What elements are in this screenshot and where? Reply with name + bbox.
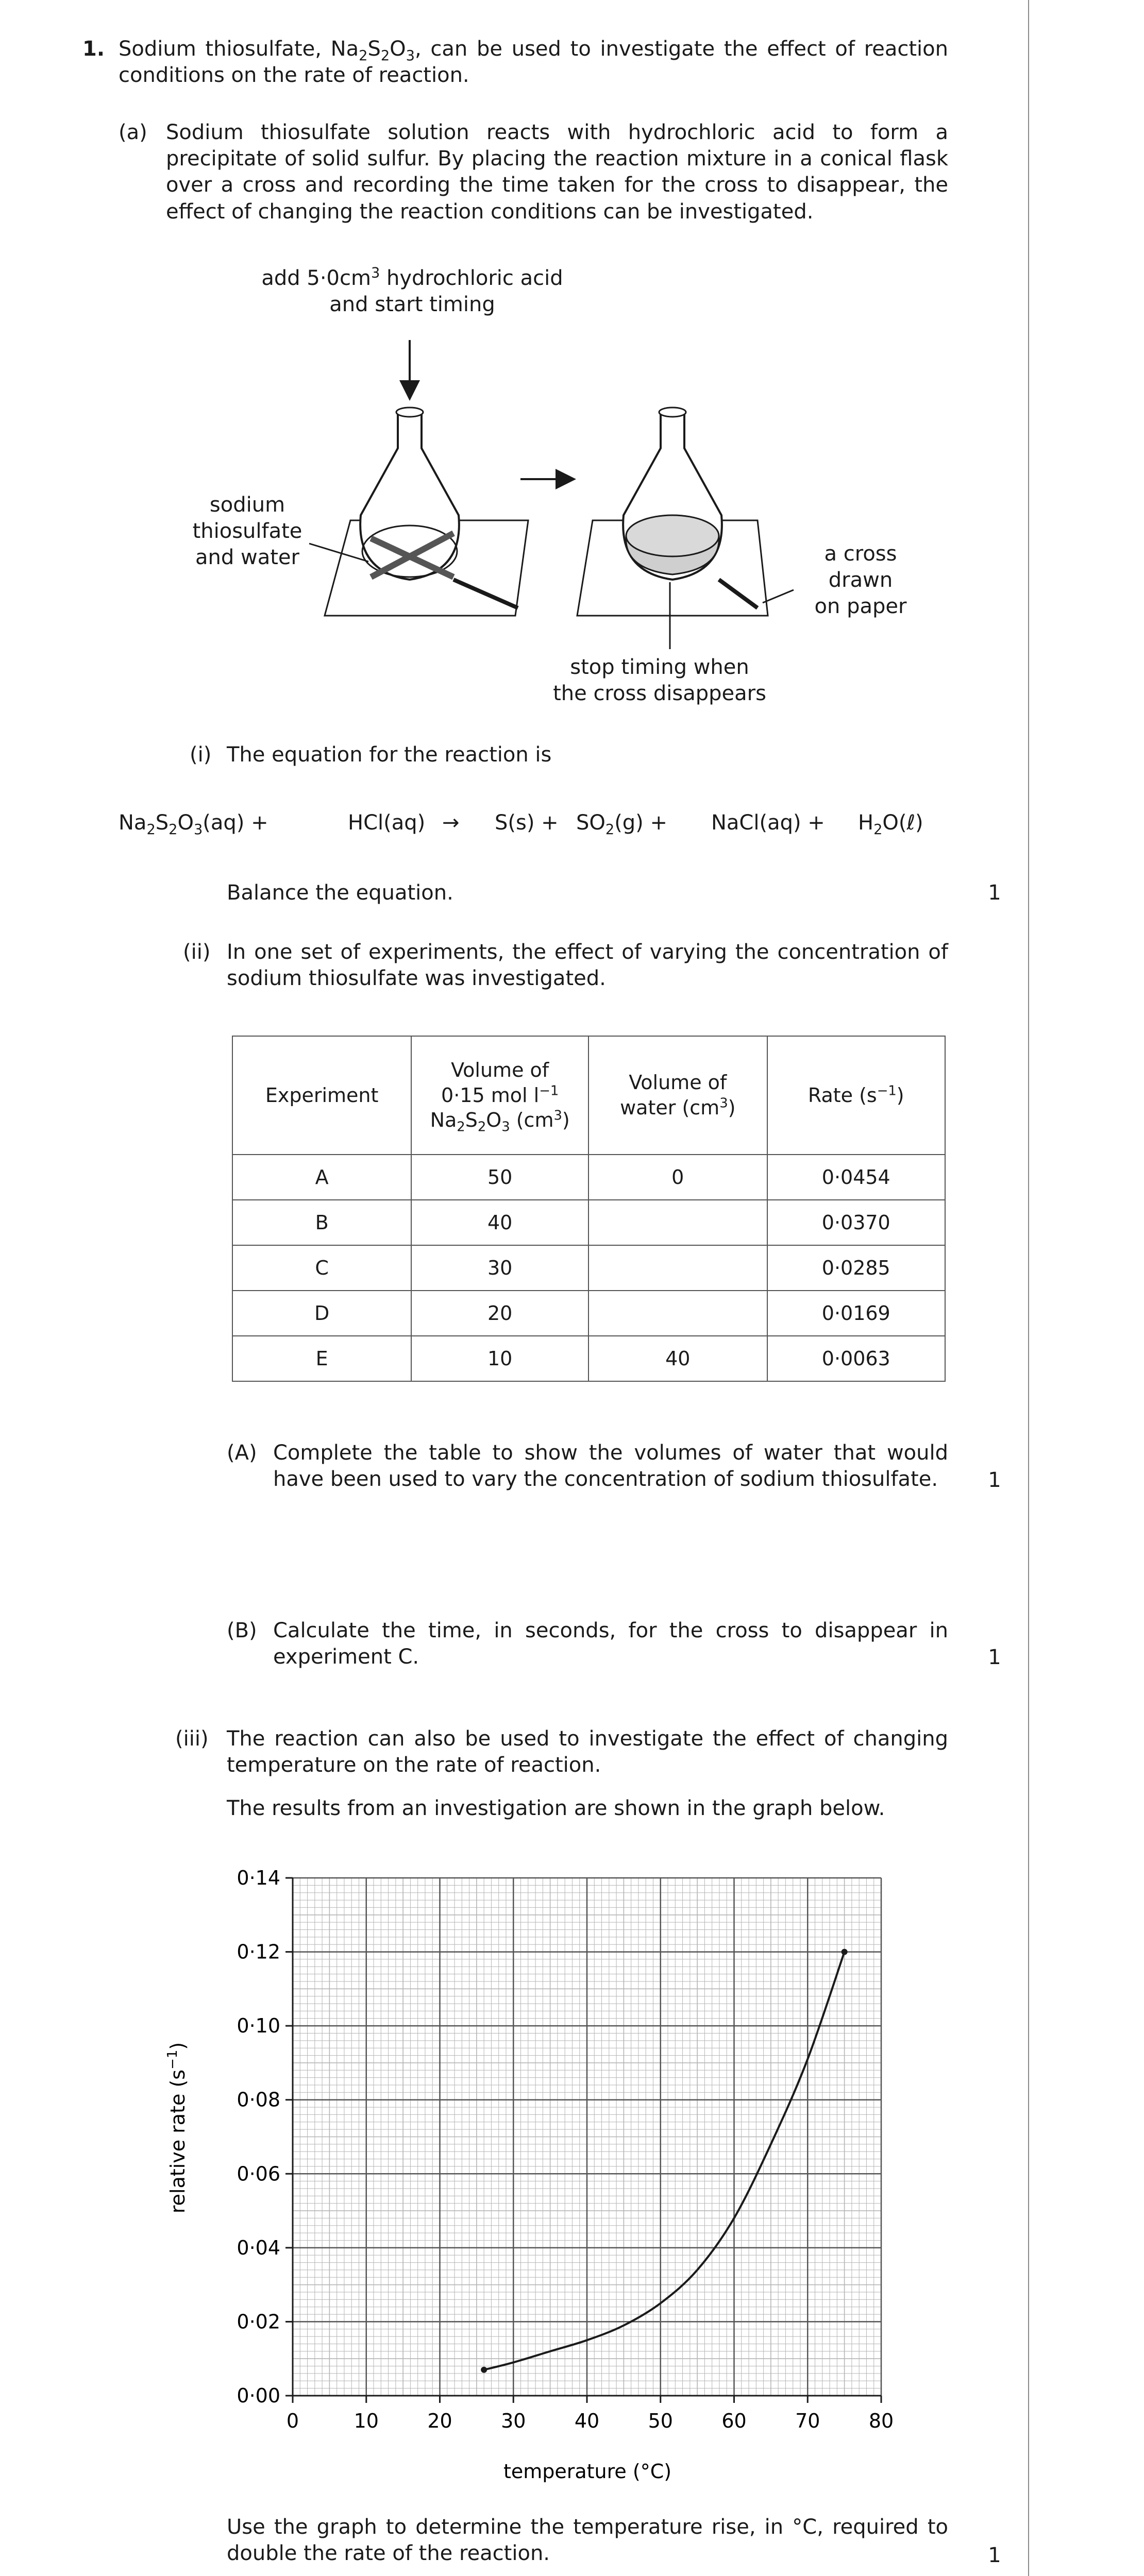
header-experiment: Experiment — [232, 1036, 411, 1155]
part-a-iii-text1: The reaction can also be used to investigate the effect of changing temperature on the rate of reaction. — [227, 1727, 948, 1777]
mark-a-ii-B: 1 — [988, 1646, 1001, 1669]
y-tick-label: 0·12 — [237, 1940, 280, 1963]
apparatus-stop-label: stop timing when the cross disappears — [553, 655, 766, 706]
mark-a-i: 1 — [988, 881, 1001, 905]
part-a-ii-B-text: Calculate the time, in seconds, for the cross to disappear in experiment C. — [273, 1619, 948, 1669]
part-a-iii-label: (iii) — [175, 1727, 209, 1751]
part-a-ii-label: (ii) — [183, 940, 211, 964]
equation-arrow: → — [442, 811, 460, 835]
cell-rate: 0·0370 — [767, 1200, 945, 1245]
equation-term-nacl: NaCl(aq) + — [711, 811, 825, 835]
header-volume-thiosulfate: Volume of 0·15 mol $l^{-1}$ $Na_2S_2O_3$ $(cm^3)$ — [411, 1036, 588, 1155]
mark-a-iii: 1 — [988, 2544, 1001, 2567]
question-number: 1. — [82, 37, 105, 61]
cell-volume: 10 — [411, 1336, 588, 1381]
equation-term-s: S(s) + — [495, 811, 559, 835]
equation-term-so2: $SO_2(g)$ + — [576, 811, 668, 838]
cell-experiment: D — [232, 1291, 411, 1336]
y-tick-label: 0·02 — [237, 2310, 280, 2333]
equation-term-na2s2o3: $Na_2S_2O_3(aq)$ + — [119, 811, 268, 838]
apparatus-add-acid-label: add $5\cdot 0cm^3$ hydrochloric acid and start timing — [261, 265, 563, 317]
x-tick-label: 10 — [354, 2410, 379, 2432]
cell-volume: 20 — [411, 1291, 588, 1336]
y-tick-label: 0·00 — [237, 2384, 280, 2407]
graph-y-label: relative rate $(s^{-1})$ — [165, 2042, 189, 2214]
x-tick-label: 30 — [501, 2410, 526, 2432]
apparatus-right-label: a cross drawn on paper — [814, 542, 907, 619]
x-tick-label: 80 — [868, 2410, 894, 2432]
part-a-label: (a) — [119, 121, 147, 144]
cell-experiment: C — [232, 1245, 411, 1291]
cell-experiment: E — [232, 1336, 411, 1381]
cell-volume: 50 — [411, 1155, 588, 1200]
part-a-i-label: (i) — [190, 743, 212, 767]
x-tick-label: 20 — [427, 2410, 452, 2432]
y-tick-label: 0·14 — [237, 1867, 280, 1889]
cell-experiment: A — [232, 1155, 411, 1200]
x-tick-label: 70 — [795, 2410, 820, 2432]
cell-water: 0 — [588, 1155, 767, 1200]
cell-volume: 30 — [411, 1245, 588, 1291]
part-a-i-text: The equation for the reaction is — [227, 743, 552, 767]
y-tick-label: 0·08 — [237, 2088, 280, 2111]
mark-a-ii-A: 1 — [988, 1468, 1001, 1492]
cell-rate: 0·0454 — [767, 1155, 945, 1200]
part-a-iii-text2: The results from an investigation are shown in the graph below. — [227, 1797, 885, 1820]
header-rate: Rate $(s^{-1})$ — [767, 1036, 945, 1155]
x-tick-label: 50 — [648, 2410, 673, 2432]
cell-experiment: B — [232, 1200, 411, 1245]
cell-rate: 0·0285 — [767, 1245, 945, 1291]
cell-rate: 0·0169 — [767, 1291, 945, 1336]
y-tick-label: 0·10 — [237, 2014, 280, 2038]
part-a-text: Sodium thiosulfate solution reacts with hydrochloric acid to form a precipitate of solid sulfur. By placing the reaction mixture in a conical flask over a cross and recording the time taken for the cross to disappear, the effect of changing the reaction conditions can be investigated. — [166, 121, 948, 224]
x-tick-label: 0 — [286, 2410, 299, 2432]
y-tick-label: 0·04 — [237, 2236, 280, 2259]
cell-rate: 0·0063 — [767, 1336, 945, 1381]
equation-term-hcl: HCl(aq) — [348, 811, 426, 835]
x-tick-label: 40 — [574, 2410, 600, 2432]
cell-water: 40 — [588, 1336, 767, 1381]
x-tick-label: 60 — [721, 2410, 747, 2432]
part-a-ii-A-label: (A) — [227, 1441, 257, 1465]
question-intro: Sodium thiosulfate, $Na_2S_2O_3$, can be used to investigate the effect of reaction conditions on the rate of reaction. — [119, 37, 948, 88]
y-tick-label: 0·06 — [237, 2162, 280, 2185]
part-a-ii-B-label: (B) — [227, 1619, 257, 1642]
graph-x-label: temperature (°C) — [503, 2460, 672, 2483]
equation-term-h2o: $H_2O(\ell)$ — [858, 811, 923, 838]
part-a-ii-A-text: Complete the table to show the volumes of water that would have been used to vary the concentration of sodium thiosulfate. — [273, 1441, 948, 1492]
apparatus-left-label: sodium thiosulfate and water — [192, 493, 302, 570]
part-a-iii-question: Use the graph to determine the temperature rise, in °C, required to double the rate of the reaction. — [227, 2515, 948, 2566]
part-a-i-instruction: Balance the equation. — [227, 881, 453, 905]
part-a-ii-text: In one set of experiments, the effect of varying the concentration of sodium thiosulfate was investigated. — [227, 940, 948, 991]
header-volume-water: Volume of water $(cm^3)$ — [588, 1036, 767, 1155]
cell-volume: 40 — [411, 1200, 588, 1245]
